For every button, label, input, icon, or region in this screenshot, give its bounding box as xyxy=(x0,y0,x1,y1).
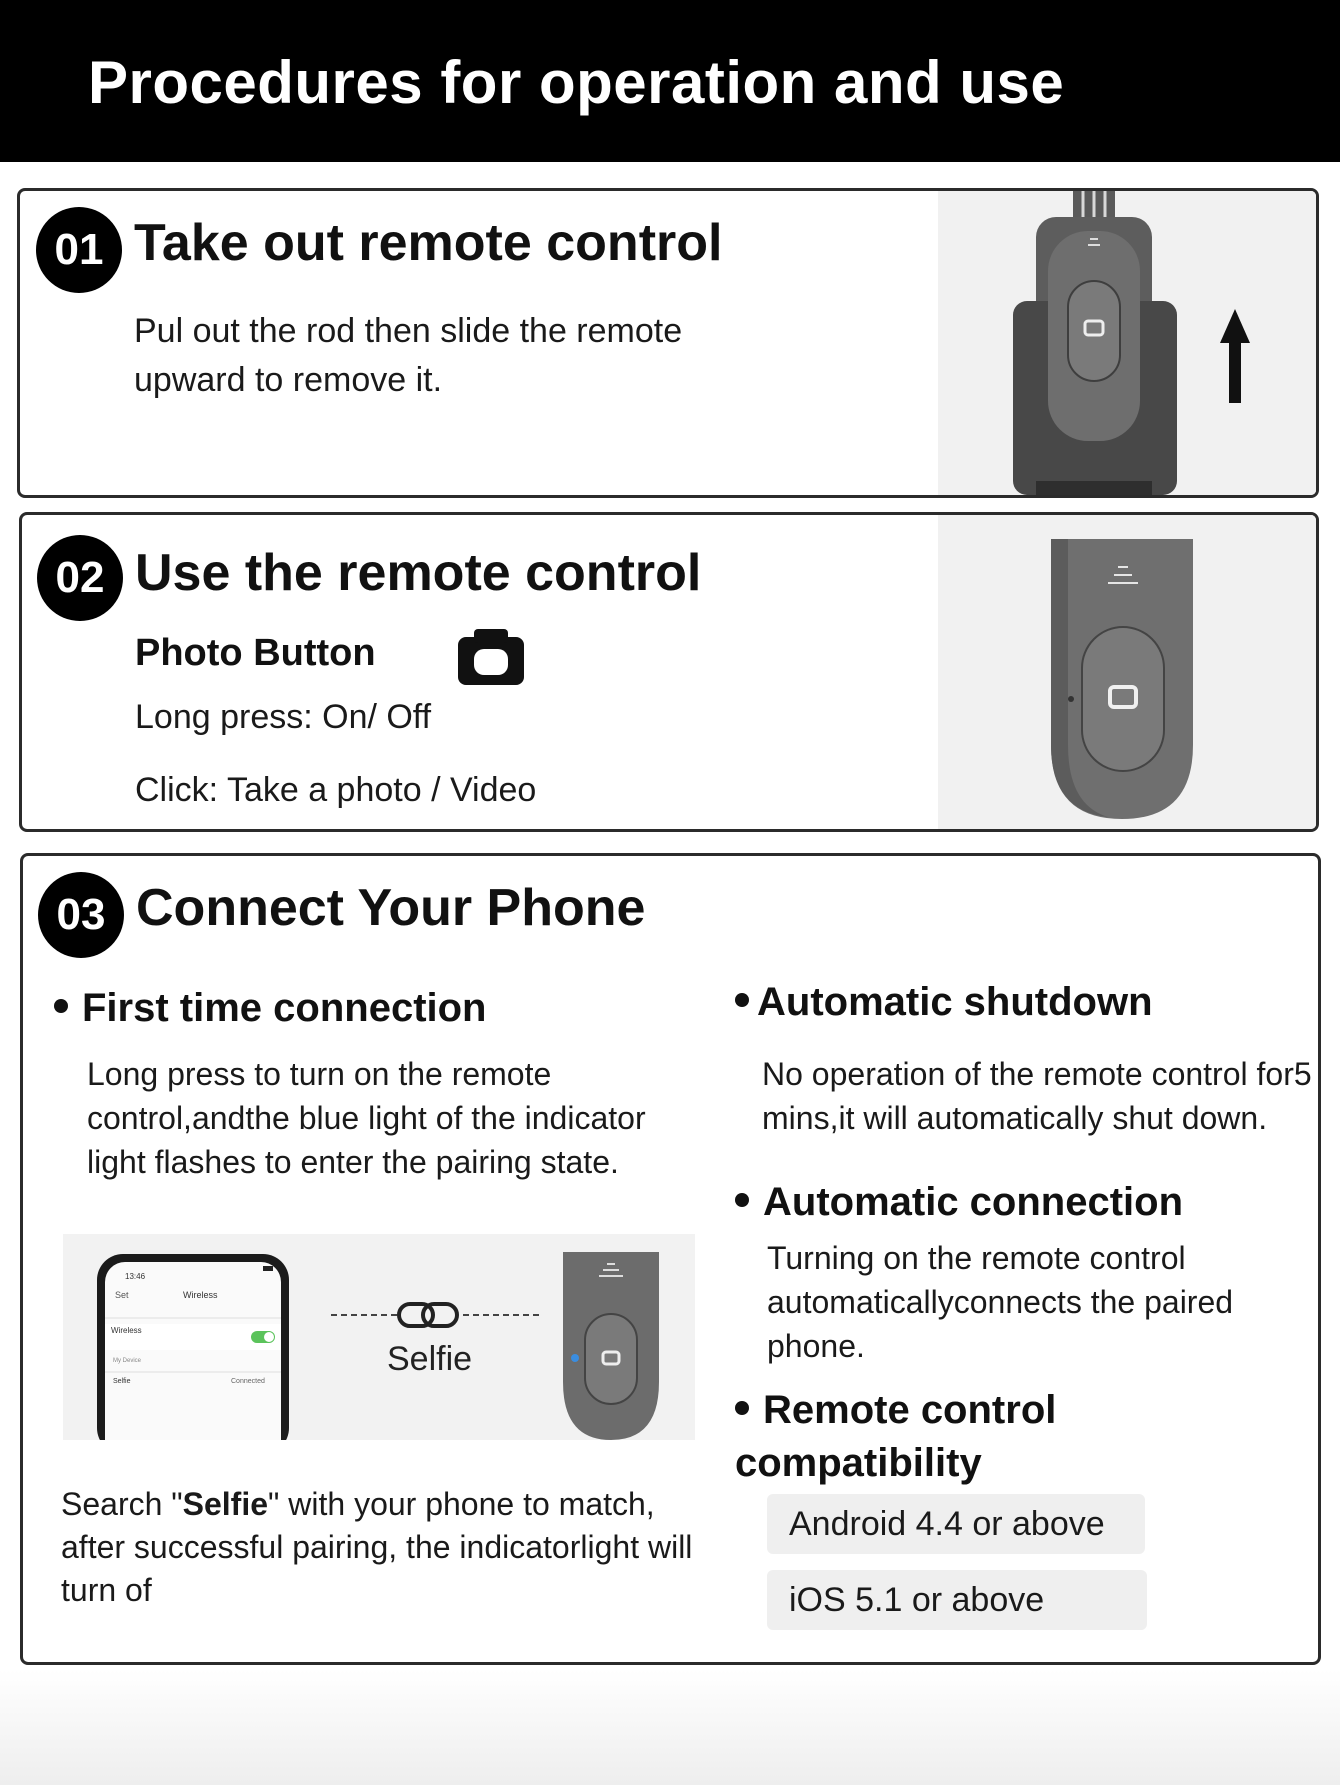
phone-section-label: My Device xyxy=(113,1358,142,1364)
page-title: Procedures for operation and use xyxy=(88,49,1065,116)
bullet-icon xyxy=(735,1193,749,1207)
step-1-product-photo xyxy=(938,191,1319,495)
automatic-shutdown-label: Automatic shutdown xyxy=(757,980,1153,1024)
phone-connected-status: Connected xyxy=(231,1378,265,1385)
step-2-number: 02 xyxy=(37,535,123,621)
pairing-device-label: Selfie xyxy=(387,1340,473,1378)
compatibility-title xyxy=(735,1384,1155,1490)
step-3-card xyxy=(20,853,1321,1665)
first-time-connection-title xyxy=(54,986,487,1031)
remote-control-illustration xyxy=(938,515,1319,829)
automatic-shutdown-title xyxy=(735,980,1153,1025)
bottom-background xyxy=(0,1670,1340,1785)
long-press-text: Long press: On/ Off xyxy=(135,698,432,736)
compatibility-ios: iOS 5.1 or above xyxy=(767,1570,1147,1630)
remote-slide-out-illustration xyxy=(938,191,1319,495)
step-2-product-photo xyxy=(938,515,1319,829)
step-2-title: Use the remote control xyxy=(135,544,702,602)
step-2-card xyxy=(19,512,1319,832)
step-1-card xyxy=(17,188,1319,498)
phone-illustration xyxy=(93,1250,293,1440)
pairing-illustration xyxy=(63,1234,695,1440)
automatic-connection-text: Turning on the remote control automaticallyconnects the paired phone. xyxy=(767,1240,1234,1364)
phone-screen-header: Wireless xyxy=(183,1290,218,1300)
search-instruction-text xyxy=(61,1483,701,1612)
compatibility-label: Remote control compatibility xyxy=(735,1388,1057,1485)
automatic-connection-title xyxy=(735,1180,1183,1225)
remote-illustration xyxy=(563,1252,663,1440)
first-time-connection-text: Long press to turn on the remote control,andthe blue light of the indicator light flashes to enter the pairing state. xyxy=(87,1056,646,1180)
photo-button-label: Photo Button xyxy=(135,632,376,674)
phone-wireless-row: Wireless xyxy=(111,1326,142,1335)
first-time-connection-label: First time connection xyxy=(82,986,487,1030)
page-header xyxy=(0,0,1340,162)
compatibility-android: Android 4.4 or above xyxy=(767,1494,1145,1554)
bullet-icon xyxy=(54,999,68,1013)
automatic-shutdown-text: No operation of the remote control for5 mins,it will automatically shut down. xyxy=(762,1056,1312,1136)
link-icon xyxy=(331,1298,541,1332)
step-3-number: 03 xyxy=(38,872,124,958)
bullet-icon xyxy=(735,1401,749,1415)
step-1-description: Pul out the rod then slide the remote upward to remove it. xyxy=(134,312,683,399)
bullet-icon xyxy=(735,993,749,1007)
step-1-number: 01 xyxy=(36,207,122,293)
search-instruction-suffix: " with your phone to match, after successful pairing, the indicatorlight will turn of xyxy=(61,1486,693,1608)
search-instruction-prefix: Search " xyxy=(61,1486,183,1522)
search-keyword: Selfie xyxy=(182,1486,269,1522)
step-3-title: Connect Your Phone xyxy=(136,879,646,937)
camera-icon xyxy=(456,627,526,687)
phone-time: 13:46 xyxy=(125,1272,146,1281)
step-1-title: Take out remote control xyxy=(134,214,723,272)
phone-device-name: Selfie xyxy=(113,1378,131,1385)
phone-back-link[interactable]: Set xyxy=(115,1290,129,1300)
click-text: Click: Take a photo / Video xyxy=(135,771,537,809)
automatic-connection-label: Automatic connection xyxy=(763,1180,1184,1224)
